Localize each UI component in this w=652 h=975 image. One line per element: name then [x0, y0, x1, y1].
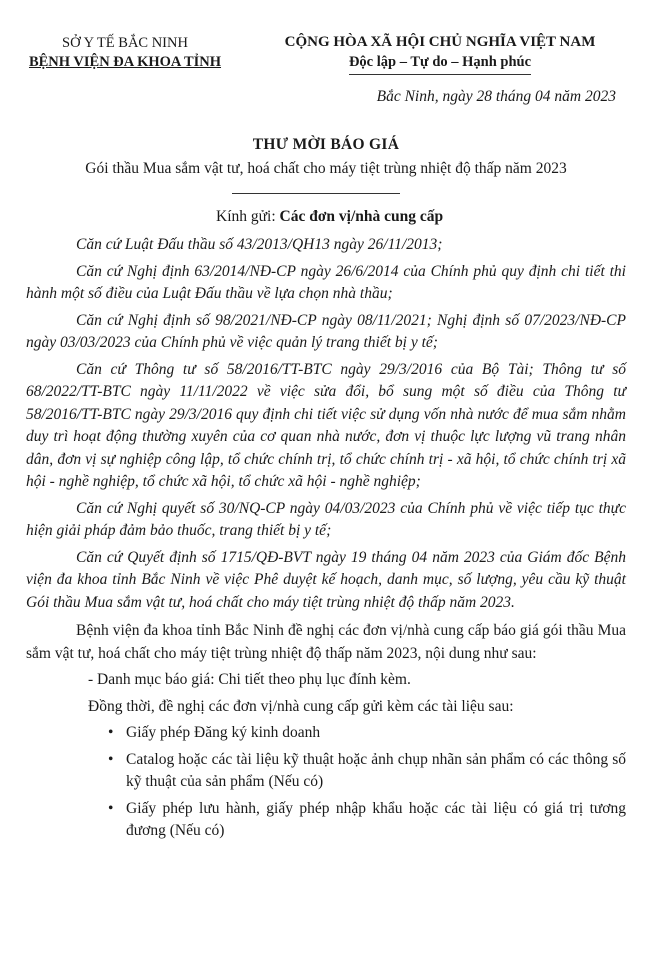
- document-body: [26, 234, 626, 847]
- attachment-text: Catalog hoặc các tài liệu kỹ thuật hoặc ảnh chụp nhãn sản phẩm có các thông số kỹ thuật của sản phẩm (Nếu có): [126, 750, 626, 790]
- title-divider: [232, 193, 400, 194]
- country-name: CỘNG HÒA XÃ HỘI CHỦ NGHĨA VIỆT NAM: [284, 34, 596, 50]
- addressee: [216, 208, 443, 226]
- legal-basis-6: Căn cứ Quyết định số 1715/QĐ-BVT ngày 19 tháng 04 năm 2023 của Giám đốc Bệnh viện đa khoa tỉnh Bắc Ninh về việc Phê duyệt kế hoạch, danh mục, số lượng, yêu cầu kỹ thuật Gói thầu Mua sắm vật tư, hoá chất cho máy tiệt trùng nhiệt độ thấp năm 2023.: [26, 548, 626, 611]
- attachment-text: Giấy phép Đăng ký kinh doanh: [126, 724, 321, 741]
- national-header: [240, 32, 640, 75]
- legal-basis-2: Căn cứ Nghị định 63/2014/NĐ-CP ngày 26/6/2014 của Chính phủ quy định chi tiết thi hành một số điều của Luật Đấu thầu về lựa chọn nhà thầu;: [26, 262, 626, 302]
- list-item: [26, 749, 626, 794]
- document-subtitle: Gói thầu Mua sắm vật tư, hoá chất cho máy tiệt trùng nhiệt độ thấp năm 2023: [85, 160, 567, 177]
- list-item: [26, 722, 626, 745]
- bullet-icon: •: [108, 724, 114, 741]
- document-title: THƯ MỜI BÁO GIÁ: [252, 136, 400, 153]
- legal-basis-5: Căn cứ Nghị quyết số 30/NQ-CP ngày 04/03/2023 của Chính phủ về việc tiếp tục thực hiện giải pháp đảm bảo thuốc, trang thiết bị y tế;: [26, 499, 626, 539]
- attachments-intro: Đồng thời, đề nghị các đơn vị/nhà cung cấp gửi kèm các tài liệu sau:: [88, 697, 514, 715]
- department-name: SỞ Y TẾ BẮC NINH: [62, 35, 188, 51]
- bullet-icon: •: [108, 799, 114, 817]
- request-paragraph: Bệnh viện đa khoa tỉnh Bắc Ninh đề nghị các đơn vị/nhà cung cấp báo giá gói thầu Mua sắm vật tư, hoá chất cho máy tiệt trùng nhiệt độ thấp năm 2023, nội dung như sau:: [26, 622, 626, 662]
- addressee-value: Các đơn vị/nhà cung cấp: [279, 208, 444, 225]
- list-item: [26, 798, 626, 843]
- attachments-list: [26, 722, 626, 843]
- catalog-line: - Danh mục báo giá: Chi tiết theo phụ lục đính kèm.: [88, 671, 411, 688]
- legal-basis-4: Căn cứ Thông tư số 58/2016/TT-BTC ngày 29/3/2016 của Bộ Tài; Thông tư số 68/2022/TT-BTC ngày 11/11/2022 về việc sửa đổi, bổ sung một số điều của Thông tư 58/2016/TT-BTC ngày 29/3/2016 quy định chi tiết việc sử dụng vốn nhà nước để mua sắm nhằm duy trì hoạt động thường xuyên của cơ quan nhà nước, đơn vị thuộc lực lượng vũ trang nhân dân, đơn vị sự nghiệp công lập, tổ chức chính trị, tổ chức chính trị - xã hội, tổ chức chính trị xã hội - nghề nghiệp, tổ chức xã hội, tổ chức xã hội - nghề nghiệp;: [26, 360, 626, 490]
- document-date: Bắc Ninh, ngày 28 tháng 04 năm 2023: [376, 88, 616, 105]
- issuer-block: [20, 34, 230, 72]
- hospital-name: BỆNH VIỆN ĐA KHOA TỈNH: [28, 54, 222, 70]
- bullet-icon: •: [108, 750, 114, 768]
- attachment-text: Giấy phép lưu hành, giấy phép nhập khẩu hoặc các tài liệu có giá trị tương đương (Nếu có): [126, 799, 626, 839]
- addressee-label: Kính gửi:: [216, 208, 280, 225]
- legal-basis-3: Căn cứ Nghị định số 98/2021/NĐ-CP ngày 08/11/2021; Nghị định số 07/2023/NĐ-CP ngày 03/03/2023 của Chính phủ về việc quản lý trang thiết bị y tế;: [26, 311, 626, 351]
- national-motto: Độc lập – Tự do – Hạnh phúc: [349, 52, 531, 75]
- legal-basis-1: Căn cứ Luật Đấu thầu số 43/2013/QH13 ngày 26/11/2013;: [76, 236, 443, 253]
